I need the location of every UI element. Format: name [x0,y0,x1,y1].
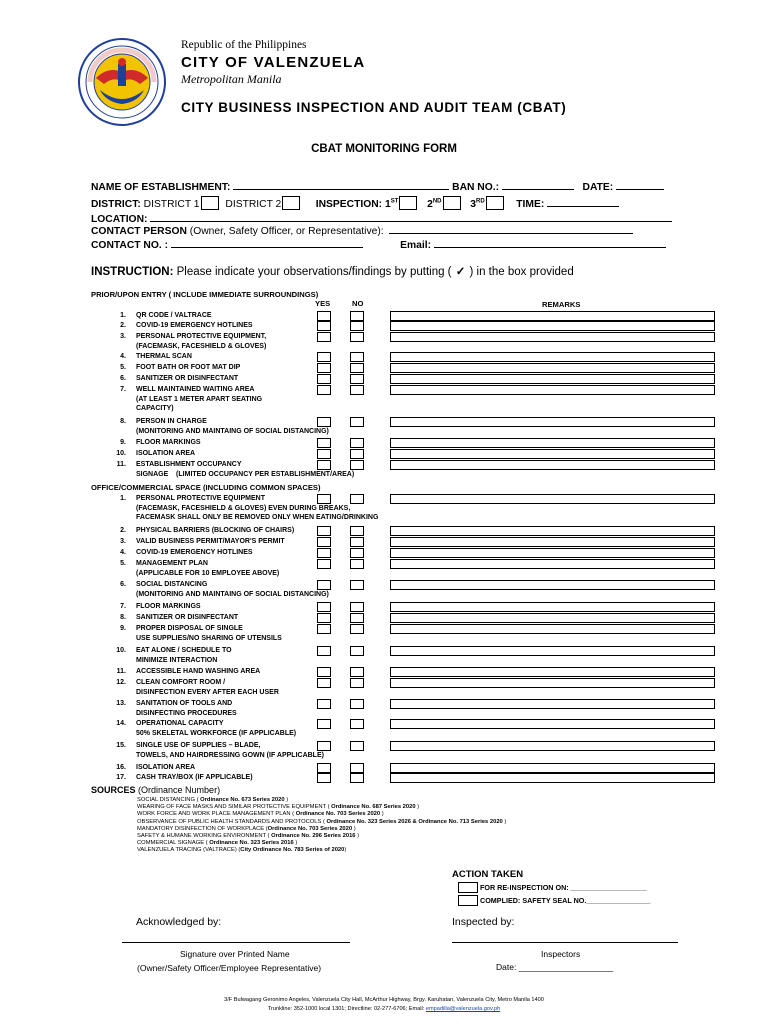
source-end: ) [502,818,507,825]
district2-checkbox[interactable] [282,196,300,210]
no-checkbox[interactable] [350,494,364,504]
instruction-text: Please indicate your observations/findings by putting ( [176,266,452,278]
source-end: ) [284,797,289,803]
item-number: 15. [116,742,126,749]
item-number: 13. [116,700,126,707]
no-checkbox[interactable] [350,311,364,321]
yes-checkbox[interactable] [317,699,331,709]
remarks-field[interactable] [390,719,715,729]
source-text: MANDATORY DISINFECTION OF WORKPLACE ( [137,825,268,832]
item-number: 5. [120,364,126,371]
item-label: ISOLATION AREA [136,450,196,457]
yes-checkbox[interactable] [317,624,331,634]
item-number: 10. [116,450,126,457]
complied-row [458,895,650,906]
item-label: QR CODE / VALTRACE [136,312,212,319]
contact-person-note: (Owner, Safety Officer, or Representative): [189,226,384,237]
remarks-field[interactable] [390,559,715,569]
inspection-label: INSPECTION: 1 [315,199,391,210]
remarks-field[interactable] [390,646,715,656]
inspectors-label: Inspectors [541,949,581,959]
remarks-field[interactable] [390,460,715,470]
no-checkbox[interactable] [350,332,364,342]
remarks-field[interactable] [390,678,715,688]
item-number: 6. [120,581,126,588]
item-number: 6. [120,375,126,382]
yes-checkbox[interactable] [317,741,331,751]
yes-checkbox[interactable] [317,667,331,677]
source-end: ) [344,847,347,854]
remarks-field[interactable] [390,526,715,536]
district2-label: DISTRICT 2 [225,199,282,210]
item-label: COVID-19 EMERGENCY HOTLINES [136,322,253,329]
item-label: PERSON IN CHARGE (MONITORING AND MAINTAING OF SOCIAL DISTANCING) [136,418,329,435]
reinspection-row [458,882,647,893]
inspection1-checkbox[interactable] [399,196,417,210]
item-number: 8. [120,614,126,621]
city-seal-logo [78,38,166,126]
no-checkbox[interactable] [350,352,364,362]
acknowledged-label: Acknowledged by: [136,916,222,928]
item-number: 4. [120,549,126,556]
section2-title: OFFICE/COMMERCIAL SPACE (INCLUDING COMMON SPACES) [91,483,321,492]
email-field[interactable] [434,238,666,248]
no-checkbox[interactable] [350,580,364,590]
remarks-field[interactable] [390,773,715,783]
yes-checkbox[interactable] [317,332,331,342]
yes-checkbox[interactable] [317,321,331,331]
source-item [137,847,346,854]
no-checkbox[interactable] [350,741,364,751]
remarks-field[interactable] [390,537,715,547]
contact-no-row [91,238,666,251]
yes-checkbox[interactable] [317,763,331,773]
no-checkbox[interactable] [350,678,364,688]
no-checkbox[interactable] [350,699,364,709]
complied-label: COMPLIED: SAFETY SEAL NO.________________ [480,896,651,905]
time-label: TIME: [516,199,545,210]
signature-role: (Owner/Safety Officer/Employee Representative) [137,963,322,973]
source-end: ) [415,804,420,811]
yes-checkbox[interactable] [317,311,331,321]
remarks-field[interactable] [390,321,715,331]
remarks-field[interactable] [390,580,715,590]
item-number: 2. [120,322,126,329]
district1-checkbox[interactable] [201,196,219,210]
source-item [137,811,384,818]
remarks-field[interactable] [390,311,715,321]
item-label: PERSONAL PROTECTIVE EQUIPMENT, (FACEMASK, FACESHIELD & GLOVES) [136,333,267,350]
item-label: FOOT BATH OR FOOT MAT DIP [136,364,241,371]
item-label: PHYSICAL BARRIERS (BLOCKING OF CHAIRS) [136,527,295,534]
yes-checkbox[interactable] [317,580,331,590]
establishment-label: NAME OF ESTABLISHMENT: [91,182,231,193]
item-label: FLOOR MARKINGS [136,439,201,446]
item-label: SANITIZER OR DISINFECTANT [136,614,239,621]
no-checkbox[interactable] [350,438,364,448]
inspection3-checkbox[interactable] [486,196,504,210]
source-text: OBSERVANCE OF PUBLIC HEALTH STANDARDS AND PROTOCOLS ( [137,818,327,825]
yes-checkbox[interactable] [317,460,331,470]
date-field[interactable] [616,180,664,190]
item-label: ESTABLISHMENT OCCUPANCY SIGNAGE (LIMITED OCCUPANCY PER ESTABLISHMENT/AREA) [136,461,355,478]
source-ordinance: Ordinance No. 703 Series 2020 [267,825,353,832]
remarks-field[interactable] [390,332,715,342]
yes-checkbox[interactable] [317,494,331,504]
source-text: SOCIAL DISTANCING ( [137,797,201,803]
source-text: WORK FORCE AND WORK PLACE MANAGEMENT PLAN ( [137,811,296,818]
item-label: ISOLATION AREA [136,764,196,771]
metro-label: Metropolitan Manila [181,72,282,86]
source-ordinance: Ordinance No. 323 Series 2016 [209,840,294,847]
source-item [137,833,359,840]
yes-checkbox[interactable] [317,678,331,688]
no-checkbox[interactable] [350,526,364,536]
yes-checkbox[interactable] [317,363,331,373]
no-checkbox[interactable] [350,667,364,677]
establishment-field[interactable] [233,180,449,190]
instruction [91,264,574,278]
col-remarks: REMARKS [542,300,581,309]
item-label: PROPER DISPOSAL OF SINGLE USE SUPPLIES/NO SHARING OF UTENSILS [136,625,282,642]
yes-checkbox[interactable] [317,548,331,558]
source-ordinance: Ordinance No. 673 Series 2020 [200,797,285,803]
yes-checkbox[interactable] [317,537,331,547]
republic-label: Republic of the Philippines [181,39,307,51]
item-number: 1. [120,312,126,319]
source-ordinance: City Ordinance No. 783 Series of 2020 [240,847,345,854]
item-label: OPERATIONAL CAPACITY 50% SKELETAL WORKFORCE (IF APPLICABLE) [136,720,297,737]
footer-email-link[interactable]: empadilla@valenzuela.gov.ph [425,1006,501,1012]
item-number: 7. [120,386,126,393]
source-item [137,804,419,811]
item-number: 11. [116,668,126,675]
item-number: 16. [116,764,126,771]
item-number: 9. [120,625,126,632]
section1-title: PRIOR/UPON ENTRY ( INCLUDE IMMEDIATE SURROUNDINGS) [91,290,319,299]
remarks-field[interactable] [390,363,715,373]
item-label: CLEAN COMFORT ROOM / DISINFECTION EVERY AFTER EACH USER [136,679,279,696]
district-label: DISTRICT: [91,199,141,210]
item-label: FLOOR MARKINGS [136,603,201,610]
item-number: 17. [116,774,126,781]
item-number: 7. [120,603,126,610]
sources-title [91,785,220,795]
form-title: CBAT MONITORING FORM [311,143,457,155]
source-item [137,797,288,804]
item-number: 12. [116,679,126,686]
yes-checkbox[interactable] [317,438,331,448]
yes-checkbox[interactable] [317,385,331,395]
inspected-label: Inspected by: [452,916,515,928]
item-label: THERMAL SCAN [136,353,192,360]
inspection-date: Date: ____________________ [496,962,614,972]
item-label: SANITIZER OR DISINFECTANT [136,375,239,382]
team-title: CITY BUSINESS INSPECTION AND AUDIT TEAM (CBAT) [181,100,567,115]
remarks-field[interactable] [390,494,715,504]
yes-checkbox[interactable] [317,374,331,384]
instruction-label: INSTRUCTION: [91,266,174,278]
source-end: ) [293,840,298,847]
no-checkbox[interactable] [350,385,364,395]
acknowledged-signature-line[interactable] [122,942,350,943]
yes-checkbox[interactable] [317,417,331,427]
no-checkbox[interactable] [350,548,364,558]
yes-checkbox[interactable] [317,773,331,783]
sources-note: (Ordinance Number) [138,785,221,795]
item-number: 11. [116,461,126,468]
contact-no-label: CONTACT NO. : [91,240,169,251]
item-number: 10. [116,647,126,654]
item-label: PERSONAL PROTECTIVE EQUIPMENT (FACEMASK, FACESHIELD & GLOVES) EVEN DURING BREAKS, FACEMASK SHALL ONLY BE REMOVED ONLY WHEN EATING/DRINKING [136,495,379,521]
no-checkbox[interactable] [350,763,364,773]
remarks-field[interactable] [390,385,715,395]
contact-no-field[interactable] [171,238,363,248]
no-checkbox[interactable] [350,460,364,470]
reinspection-checkbox[interactable] [458,882,478,893]
item-label: WELL MAINTAINED WAITING AREA (AT LEAST 1 METER APART SEATING CAPACITY) [136,386,263,412]
checkmark-icon: ✓ [455,266,466,278]
signature-printed-name: Signature over Printed Name [180,949,290,959]
item-number: 9. [120,439,126,446]
sources-label: SOURCES [91,785,136,795]
remarks-field[interactable] [390,624,715,634]
item-number: 14. [116,720,126,727]
source-end: ) [380,811,384,818]
contact-person-row [91,224,633,237]
item-label: VALID BUSINESS PERMIT/MAYOR'S PERMIT [136,538,285,545]
remarks-field[interactable] [390,763,715,773]
yes-checkbox[interactable] [317,352,331,362]
source-text: SAFETY & HUMANE WORKING ENVIRONMENT ( [137,833,272,839]
district1-label: DISTRICT 1 [143,199,200,210]
location-label: LOCATION: [91,214,148,225]
date-label: DATE: [582,182,614,193]
no-checkbox[interactable] [350,646,364,656]
remarks-field[interactable] [390,352,715,362]
footer-contact [0,1006,768,1012]
source-item [137,819,506,826]
remarks-field[interactable] [390,741,715,751]
city-name: CITY OF VALENZUELA [181,54,366,71]
source-ordinance: Ordinance No. 323 Series 2026 & Ordinance No. 713 Series 2020 [326,818,503,825]
footer-address: 3/F Bulwagang Geronimo Angeles, Valenzuela City Hall, McArthur Highway, Brgy. Karuhatan, Valenzuela City, Metro Manila 1400 [224,997,544,1003]
item-number: 8. [120,418,126,425]
yes-checkbox[interactable] [317,719,331,729]
contact-person-field[interactable] [389,224,633,234]
inspection3-label: 3 [470,199,476,210]
no-checkbox[interactable] [350,773,364,783]
item-label: COVID-19 EMERGENCY HOTLINES [136,549,253,556]
no-checkbox[interactable] [350,363,364,373]
remarks-field[interactable] [390,449,715,459]
action-taken-title: ACTION TAKEN [452,869,524,880]
source-ordinance: Ordinance No. 296 Series 2016 [271,833,356,839]
yes-checkbox[interactable] [317,646,331,656]
item-label: SANITATION OF TOOLS AND DISINFECTING PROCEDURES [136,700,237,717]
no-checkbox[interactable] [350,613,364,623]
inspection2-label: 2 [427,199,433,210]
email-label: Email: [400,240,432,251]
remarks-field[interactable] [390,667,715,677]
yes-checkbox[interactable] [317,526,331,536]
source-text: COMMERCIAL SIGNAGE ( [137,840,210,847]
no-checkbox[interactable] [350,719,364,729]
item-number: 3. [120,333,126,340]
no-checkbox[interactable] [350,321,364,331]
col-yes: YES [315,299,331,308]
remarks-field[interactable] [390,417,715,427]
item-number: 2. [120,527,126,534]
yes-checkbox[interactable] [317,602,331,612]
time-field[interactable] [547,197,619,207]
no-checkbox[interactable] [350,624,364,634]
location-field[interactable] [150,212,672,222]
no-checkbox[interactable] [350,559,364,569]
item-number: 1. [120,495,126,502]
source-item [137,826,356,833]
inspection-1-sup: ST [390,198,399,205]
remarks-field[interactable] [390,438,715,448]
remarks-field[interactable] [390,602,715,612]
no-checkbox[interactable] [350,417,364,427]
source-end: ) [355,833,360,839]
item-number: 5. [120,560,126,567]
reinspection-label: FOR RE-INSPECTION ON: ___________________ [480,883,647,892]
contact-person-label: CONTACT PERSON [91,226,187,237]
remarks-field[interactable] [390,548,715,558]
instruction-end: ) in the box provided [469,266,574,278]
complied-checkbox[interactable] [458,895,478,906]
no-checkbox[interactable] [350,602,364,612]
inspection2-checkbox[interactable] [443,196,461,210]
source-ordinance: Ordinance No. 703 Series 2020 [295,811,381,818]
source-text: WEARING OF FACE MASKS AND SIMILAR PROTECTIVE EQUIPMENT ( [137,804,332,811]
item-label: EAT ALONE / SCHEDULE TO MINIMIZE INTERACTION [136,647,232,664]
inspected-signature-line[interactable] [452,942,678,943]
no-checkbox[interactable] [350,449,364,459]
footer-phone: Trunkline: 352-1000 local 1301; Directline: 02-277-6706; Email: [267,1006,426,1012]
inspection-2-sup: ND [432,198,442,205]
establishment-row [91,180,664,193]
item-label: MANAGEMENT PLAN (APPLICABLE FOR 10 EMPLOYEE ABOVE) [136,560,280,577]
item-number: 4. [120,353,126,360]
item-number: 3. [120,538,126,545]
inspection-3-sup: RD [475,198,485,205]
source-item [137,840,297,847]
yes-checkbox[interactable] [317,449,331,459]
no-checkbox[interactable] [350,537,364,547]
item-label: CASH TRAY/BOX (IF APPLICABLE) [136,774,253,781]
ban-field[interactable] [502,180,574,190]
yes-checkbox[interactable] [317,613,331,623]
remarks-field[interactable] [390,699,715,709]
no-checkbox[interactable] [350,374,364,384]
source-text: VALENZUELA TRACING (VALTRACE) ( [137,847,241,854]
remarks-field[interactable] [390,374,715,384]
col-no: NO [352,299,364,308]
remarks-field[interactable] [390,613,715,623]
district-row [91,196,619,210]
yes-checkbox[interactable] [317,559,331,569]
item-label: SINGLE USE OF SUPPLIES – BLADE, TOWELS, AND HAIRDRESSING GOWN (IF APPLICABLE) [136,742,324,759]
item-label: ACCESSIBLE HAND WASHING AREA [136,668,261,675]
item-label: SOCIAL DISTANCING (MONITORING AND MAINTAING OF SOCIAL DISTANCING) [136,581,329,598]
ban-label: BAN NO.: [452,182,500,193]
source-end: ) [352,825,356,832]
source-ordinance: Ordinance No. 687 Series 2020 [331,804,416,811]
